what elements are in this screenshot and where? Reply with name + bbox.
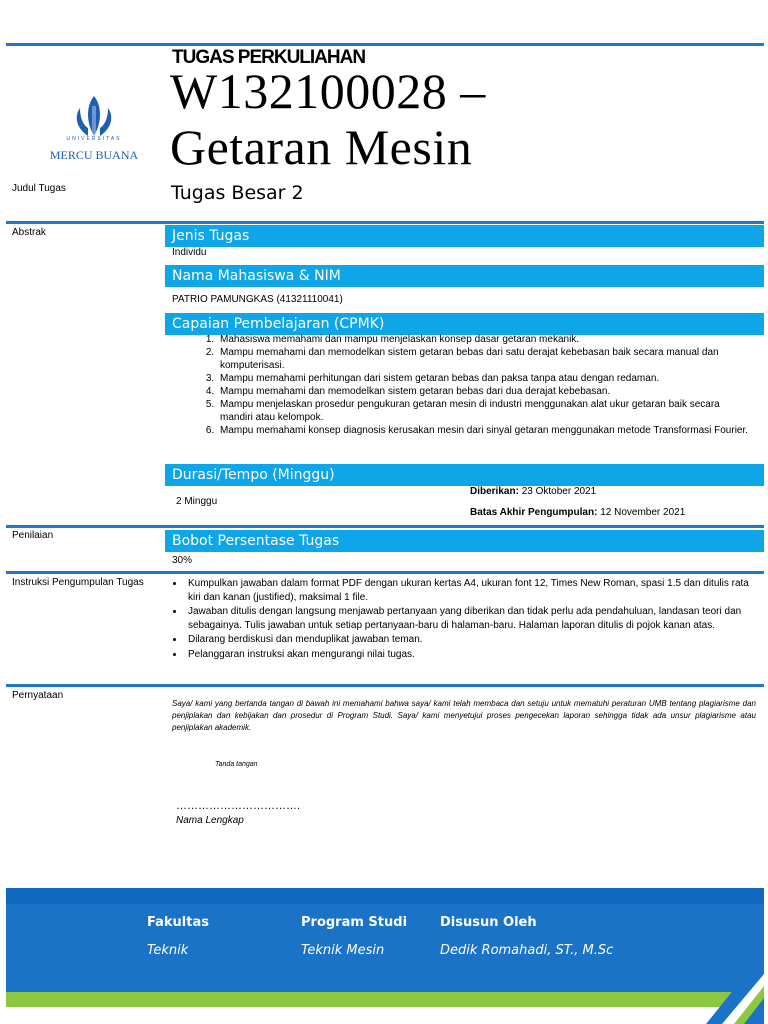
abstrak-label: Abstrak	[12, 227, 46, 238]
rule-penilaian	[6, 525, 764, 528]
instruksi-item: • Kumpulkan jawaban dalam format PDF dengan ukuran kertas A4, ukuran font 12, Times New Roman, spasi 1.5 dan ditulis rata kiri dan kanan (justified), maksimal 1 file.	[185, 577, 760, 604]
logo-small-text: UNIVERSITAS	[66, 136, 122, 142]
rule-instruksi	[6, 571, 764, 574]
pernyataan-text: Saya/ kami yang bertanda tangan di bawah ini memahami bahwa saya/ kami telah membaca dan setuju untuk mematuhi peraturan UMB tentang plagiarisme dan penjiplakan dan kebijakan dan prosedur di Program Studi. Saya/ kami menyetujui proses pengecekan laporan sehingga tidak ada unsur plagiarisme atau penjiplakan akademik.	[172, 699, 756, 732]
penilaian-label: Penilaian	[12, 530, 54, 541]
cpmk-item: 6. Mampu memahami konsep diagnosis kerusakan mesin dari sinyal getaran menggunakan metode Transformasi Fourier.	[217, 424, 755, 437]
batas-value: 12 November 2021	[600, 507, 686, 518]
instruksi-item: • Jawaban ditulis dengan langsung menjawab pertanyaan yang diberikan dan tidak perlu ada pendahuluan, landasan teori dan sebagainya. Tulis jawaban untuk setiap pertanyaan-baru di halaman-baru. Halaman laporan ditulis di pojok kanan atas.	[185, 605, 760, 632]
judul-value: Tugas Besar 2	[171, 182, 304, 204]
diberikan-value: 23 Oktober 2021	[521, 486, 597, 497]
disusun-value: Dedik Romahadi, ST., M.Sc	[440, 943, 614, 958]
tanda-tangan-label: Tanda tangan	[215, 761, 258, 768]
prodi-label: Program Studi	[301, 915, 408, 930]
rule-abstrak	[6, 221, 764, 224]
cpmk-item: 2. Mampu memahami dan memodelkan sistem getaran bebas dari satu derajat kebebasan baik secara manual dan komputerisasi.	[217, 346, 755, 372]
batas-akhir	[470, 507, 685, 518]
diberikan	[470, 486, 596, 497]
durasi-band: Durasi/Tempo (Minggu)	[165, 464, 764, 486]
course-name: Getaran Mesin	[170, 119, 473, 175]
batas-label: Batas Akhir Pengumpulan:	[470, 507, 598, 518]
jenis-tugas-value: Individu	[172, 247, 207, 258]
cpmk-band: Capaian Pembelajaran (CPMK)	[165, 313, 764, 335]
instruksi-label: Instruksi Pengumpulan Tugas	[12, 577, 144, 588]
cpmk-item: 3. Mampu memahami perhitungan dari sistem getaran bebas dan paksa tanpa atau dengan redaman.	[217, 372, 755, 385]
cpmk-item: 1. Mahasiswa memahami dan mampu menjelaskan konsep dasar getaran mekanik.	[217, 333, 755, 346]
instruksi-item: • Pelanggaran instruksi akan mengurangi nilai tugas.	[185, 648, 760, 662]
cpmk-list	[165, 333, 755, 437]
diberikan-label: Diberikan:	[470, 486, 519, 497]
judul-label: Judul Tugas	[12, 183, 66, 194]
signature-dots: …………………………….	[176, 800, 301, 812]
durasi-value: 2 Minggu	[176, 496, 218, 507]
course-type: TUGAS PERKULIAHAN	[172, 47, 366, 68]
cpmk-item: 4. Mampu memahami dan memodelkan sistem getaran bebas dari dua derajat kebebasan.	[217, 385, 755, 398]
nama-band: Nama Mahasiswa & NIM	[165, 265, 764, 287]
footer	[6, 888, 764, 992]
bobot-band: Bobot Persentase Tugas	[165, 530, 764, 552]
cpmk-item: 5. Mampu menjelaskan prosedur pengukuran getaran mesin di industri menggunakan alat ukur getaran baik secara mandiri atau kelompok.	[217, 398, 755, 424]
footer-green-strip	[6, 992, 764, 1007]
top-rule	[6, 43, 764, 46]
pernyataan-label: Pernyataan	[12, 690, 64, 701]
instruksi-list	[168, 577, 760, 662]
prodi-value: Teknik Mesin	[301, 943, 385, 958]
university-logo	[48, 92, 140, 164]
fakultas-label: Fakultas	[147, 915, 209, 930]
rule-pernyataan	[6, 684, 764, 687]
instruksi-item: • Dilarang berdiskusi dan menduplikat jawaban teman.	[185, 633, 760, 647]
nama-lengkap-label: Nama Lengkap	[176, 815, 244, 826]
logo-text: MERCU BUANA	[49, 148, 139, 162]
disusun-label: Disusun Oleh	[440, 915, 537, 930]
fakultas-value: Teknik	[147, 943, 189, 958]
bobot-value: 30%	[172, 555, 193, 566]
jenis-tugas-band: Jenis Tugas	[165, 225, 764, 247]
corner-decoration-icon	[700, 952, 764, 1024]
nama-value: PATRIO PAMUNGKAS (41321110041)	[172, 294, 343, 305]
course-code: W132100028 –	[170, 63, 486, 119]
